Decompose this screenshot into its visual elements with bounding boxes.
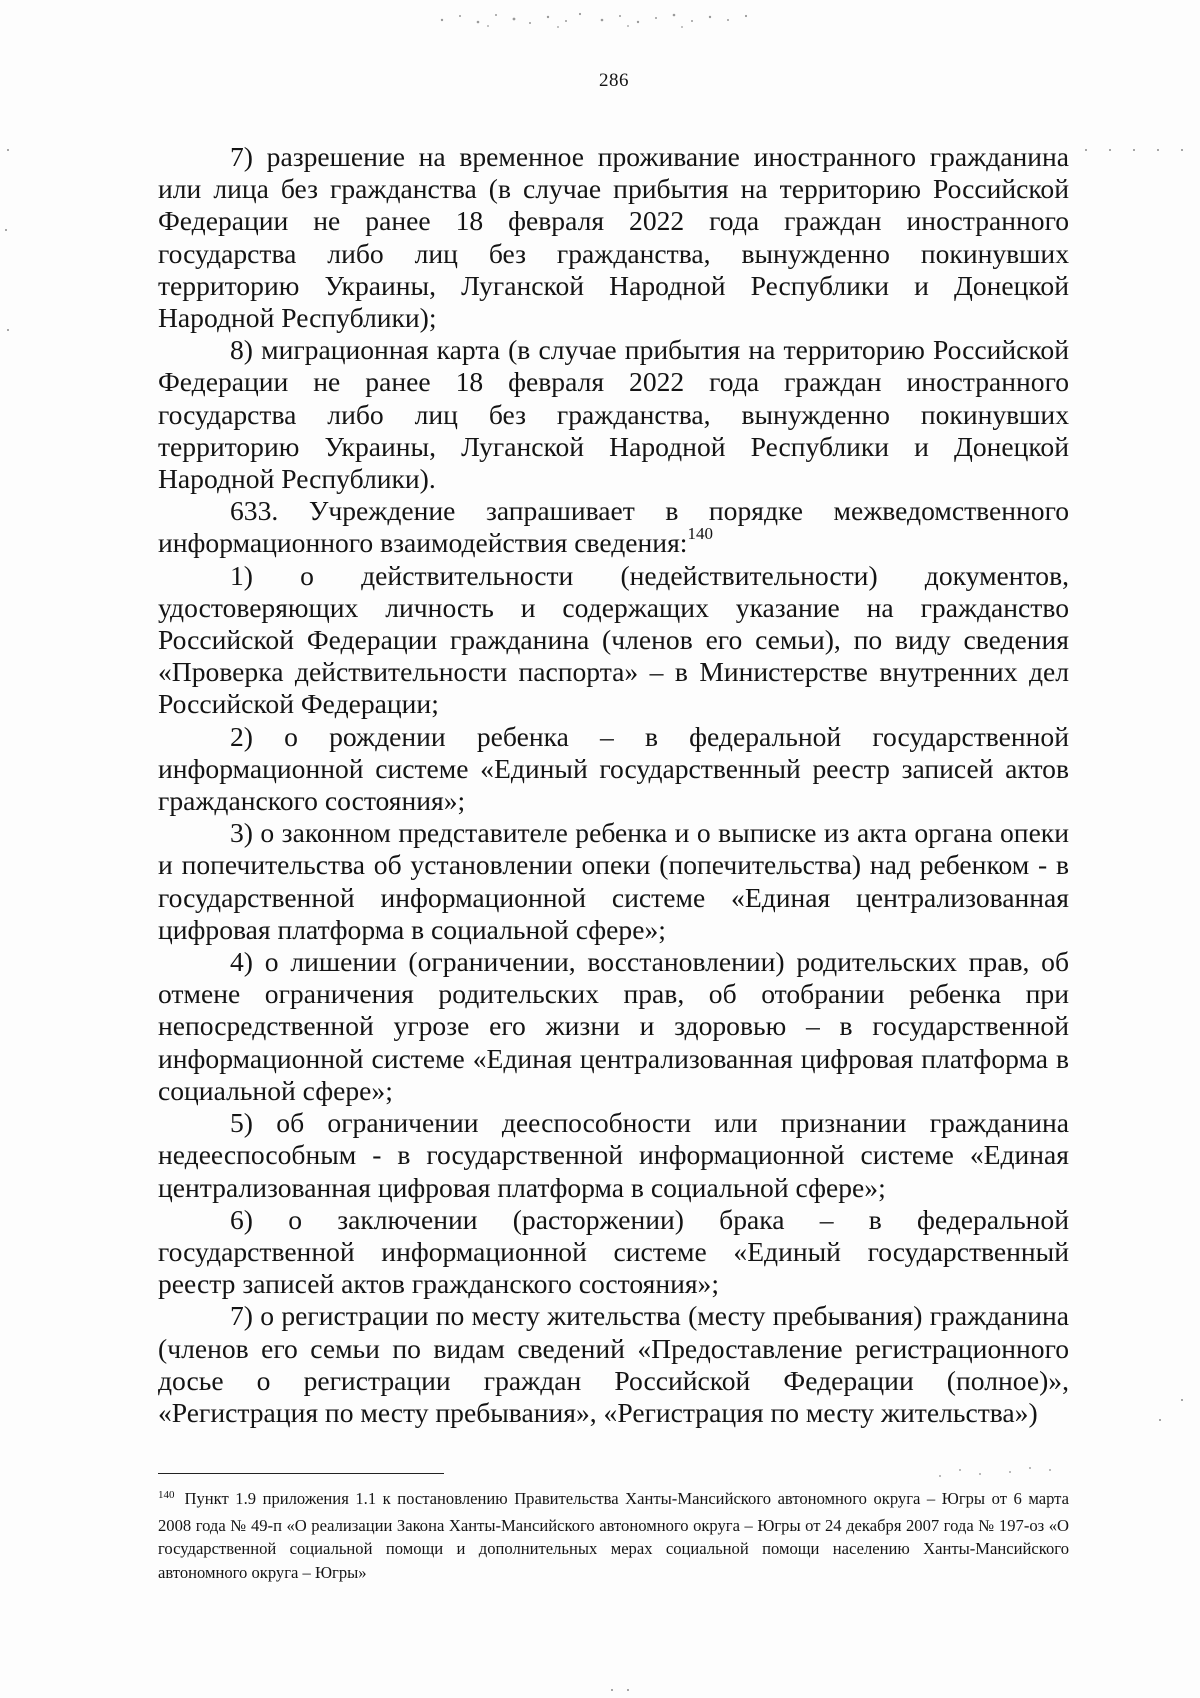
list-item-2-birth: 2) о рождении ребенка – в федеральной государственной информационной системе «Единый государственный реестр записей актов гражданского состояния»;: [158, 720, 1069, 817]
page-number: 286: [599, 70, 629, 91]
scan-noise-top: [430, 6, 760, 32]
footnote: [158, 1487, 1069, 1584]
list-item-6-marriage: 6) о заключении (расторжении) брака – в федеральной государственной информационной системе «Единый государственный реестр записей актов гражданского состояния»;: [158, 1203, 1069, 1300]
list-item-7-residence-permit: 7) разрешение на временное проживание иностранного гражданина или лица без гражданства (в случае прибытия на территорию Российской Федерации не ранее 18 февраля 2022 года граждан иностранного государства либо лиц без гражданства, вынужденно покинувших территорию Украины, Луганской Народной Республики и Донецкой Народной Республики);: [158, 141, 1069, 334]
list-item-7-registration: 7) о регистрации по месту жительства (месту пребывания) гражданина (членов его семьи по видам сведений «Предоставление регистрационного досье о регистрации граждан Российской Федерации (полное)», «Регистрация по месту пребывания», «Регистрация по месту жительства»): [158, 1300, 1069, 1428]
clause-633: [158, 495, 1069, 559]
list-item-4-parental-rights: 4) о лишении (ограничении, восстановлении) родительских прав, об отмене ограничения родительских прав, об отобрании ребенка при непосредственной угрозе его жизни и здоровью – в государственной информационной системе «Единая централизованная цифровая платформа в социальной сфере»;: [158, 946, 1069, 1106]
clause-633-text: 633. Учреждение запрашивает в порядке межведомственного информационного взаимодействия сведения:: [158, 495, 1069, 559]
list-item-5-incapacity: 5) об ограничении дееспособности или признании гражданина недееспособным - в государственной информационной системе «Единая централизованная цифровая платформа в социальной сфере»;: [158, 1107, 1069, 1203]
body-text: [158, 141, 1069, 1429]
list-item-8-migration-card: 8) миграционная карта (в случае прибытия на территорию Российской Федерации не ранее 18 февраля 2022 года граждан иностранного государства либо лиц без гражданства, вынужденно покинувших территорию Украины, Луганской Народной Республики и Донецкой Народной Республики).: [158, 334, 1069, 495]
footnote-reference: 140: [687, 524, 713, 544]
list-item-1-passport-validity: 1) о действительности (недействительности) документов, удостоверяющих личность и содержащих указание на гражданство Российской Федерации гражданина (членов его семьи), по виду сведения «Проверка действительности паспорта» – в Министерстве внутренних дел Российской Федерации;: [158, 559, 1069, 720]
footnote-text: Пункт 1.9 приложения 1.1 к постановлению Правительства Ханты-Мансийского автономного округа – Югры от 6 марта 2008 года № 49-п «О реализации Закона Ханты-Мансийского автономного округа – Югры от 24 декабря 2007 года № 197-оз «О государственной социальной помощи и дополнительных мерах социальной помощи населению Ханты-Мансийского автономного округа – Югры»: [158, 1489, 1069, 1582]
footnote-mark: 140: [158, 1489, 175, 1501]
footnote-separator: [158, 1473, 444, 1474]
list-item-3-legal-representative: 3) о законном представителе ребенка и о выписке из акта органа опеки и попечительства об установлении опеки (попечительства) над ребенком - в государственной информационной системе «Единая централизованная цифровая платформа в социальной сфере»;: [158, 817, 1069, 945]
